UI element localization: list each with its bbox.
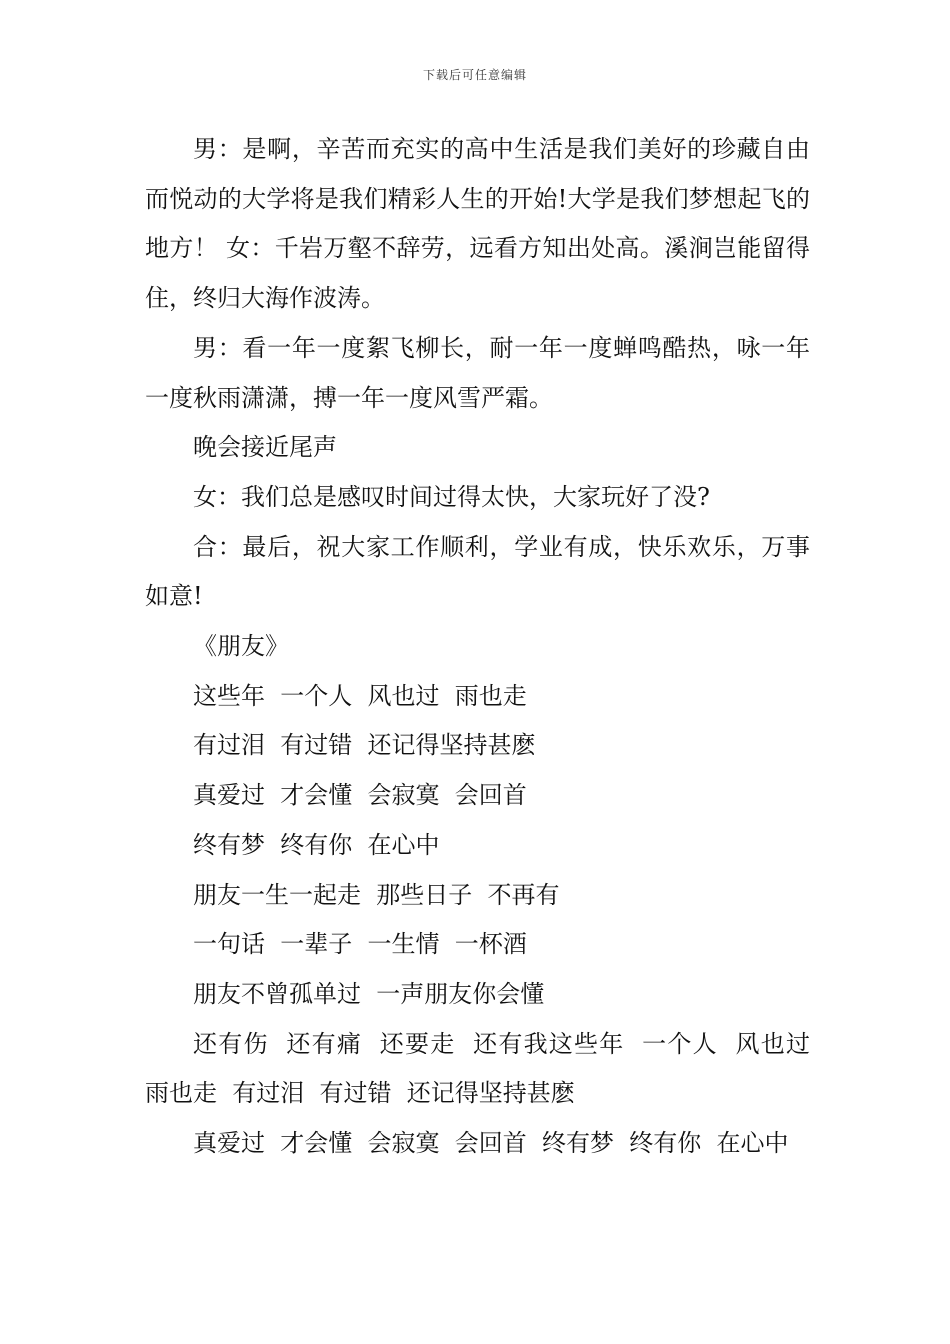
lyric-line: 有过泪 有过错 还记得坚持甚麽: [193, 731, 536, 760]
paragraph: 男：是啊，辛苦而充实的高中生活是我们美好的珍藏自由而悦动的大学将是我们精彩人生的开始!大学是我们梦想起飞的地方！ 女：千岩万壑不辞劳，远看方知出处高。溪涧岂能留得住，终归大海作波涛。: [145, 135, 810, 313]
lyric-line: 还有伤 还有痛 还要走 还有我这些年 一个人 风也过 雨也走 有过泪 有过错 还记得坚持甚麽: [145, 1029, 826, 1108]
lyric-line: 真爱过 才会懂 会寂寞 会回首: [193, 781, 527, 810]
document-body: [145, 125, 826, 1169]
paragraph: 女：我们总是感叹时间过得太快，大家玩好了没?: [193, 482, 710, 511]
lyric-line: 这些年 一个人 风也过 雨也走: [193, 681, 527, 710]
song-title: 《朋友》: [193, 632, 289, 661]
lyric-line: 朋友一生一起走 那些日子 不再有: [193, 880, 560, 909]
paragraph: 合：最后，祝大家工作顺利，学业有成，快乐欢乐，万事如意!: [145, 532, 810, 611]
lyric-line: 真爱过 才会懂 会寂寞 会回首 终有梦 终有你 在心中: [193, 1129, 789, 1158]
lyric-line: 终有梦 终有你 在心中: [193, 830, 440, 859]
lyric-line: 一句话 一辈子 一生情 一杯酒: [193, 930, 527, 959]
paragraph: 男：看一年一度絮飞柳长，耐一年一度蝉鸣酷热，咏一年一度秋雨潇潇，搏一年一度风雪严霜。: [145, 333, 810, 412]
paragraph: 晚会接近尾声: [193, 433, 337, 462]
lyric-line: 朋友不曾孤单过 一声朋友你会懂: [193, 979, 545, 1008]
page-header: 下载后可任意编辑: [422, 68, 527, 82]
